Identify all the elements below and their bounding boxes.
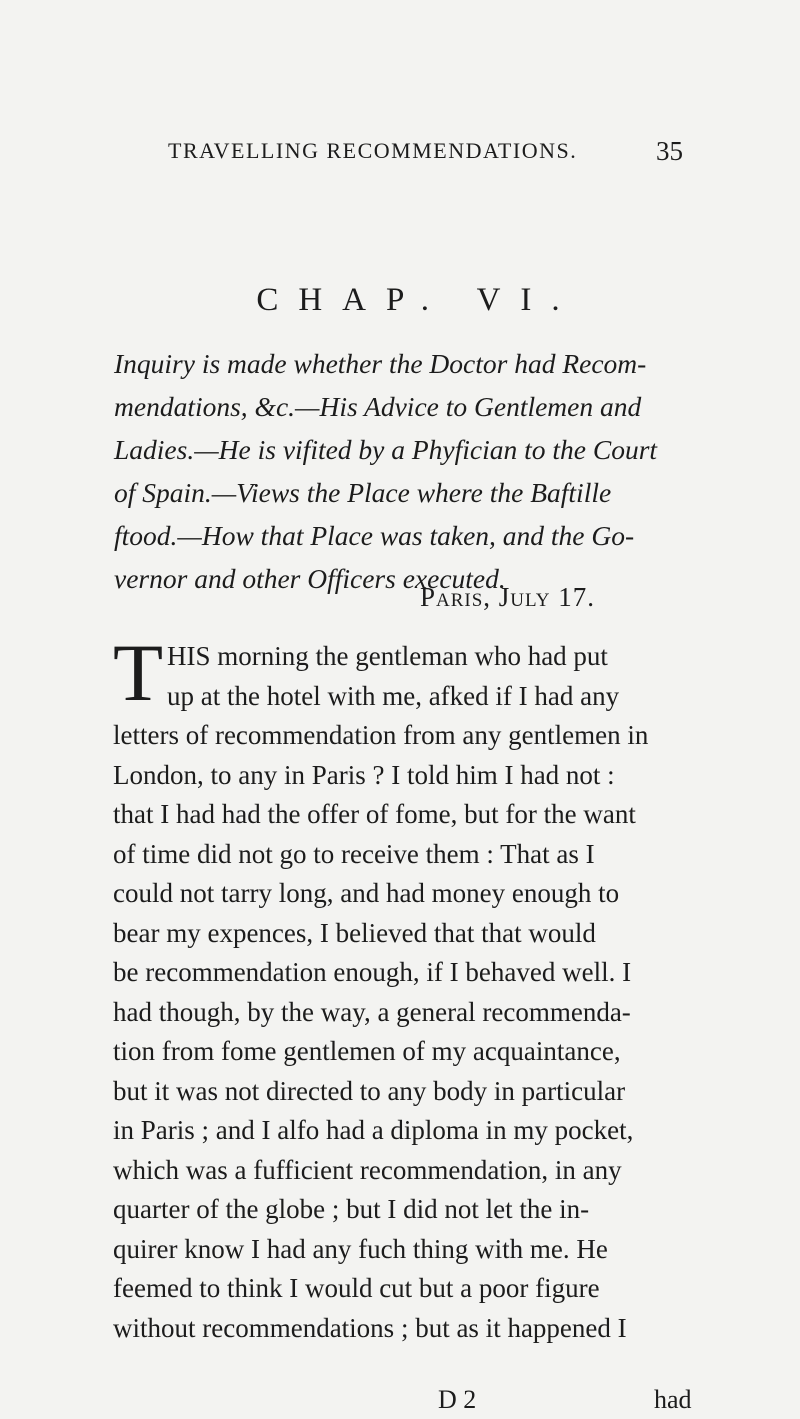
body-line: without recommendations ; but as it happened I — [113, 1312, 627, 1343]
page-number: 35 — [656, 136, 683, 166]
signature-mark: D 2 — [438, 1385, 477, 1414]
body-line: HIS morning the gentleman who had put — [167, 641, 608, 671]
body-line: of time did not go to receive them : That as I — [113, 838, 595, 869]
argument-line: ftood.—How that Place was taken, and the Go- — [114, 520, 635, 551]
argument-line: mendations, &c.—His Advice to Gentlemen and — [114, 391, 642, 422]
body-line: letters of recommendation from any gentlemen in — [113, 720, 649, 750]
chapter-title: CHAP. VI. — [256, 282, 580, 318]
body-line: that I had had the offer of fome, but for the want — [113, 799, 636, 829]
body-line: but it was not directed to any body in particular — [113, 1075, 626, 1106]
catchword: had — [654, 1385, 692, 1414]
argument-line: Inquiry is made whether the Doctor had Recom- — [114, 348, 647, 379]
body-line: up at the hotel with me, afked if I had any — [167, 680, 620, 711]
body-line: in Paris ; and I alfo had a diploma in my pocket, — [113, 1115, 634, 1145]
argument-line: Ladies.—He is vifited by a Phyfician to the Court — [114, 434, 658, 465]
chapter-argument — [114, 342, 714, 600]
running-head: TRAVELLING RECOMMENDATIONS. — [168, 138, 578, 163]
body-line: quirer know I had any fuch thing with me. He — [113, 1233, 608, 1264]
body-line: quarter of the globe ; but I did not let the in- — [113, 1194, 590, 1224]
argument-line: of Spain.—Views the Place where the Baftille — [114, 477, 612, 508]
dateline: Paris, July 17. — [420, 582, 595, 612]
body-text — [113, 716, 713, 1348]
body-line: be recommendation enough, if I behaved well. I — [113, 957, 632, 987]
body-line: could not tarry long, and had money enough to — [113, 878, 620, 908]
body-line: feemed to think I would cut but a poor figure — [113, 1273, 600, 1303]
body-line: which was a fufficient recommendation, in any — [113, 1154, 622, 1185]
body-line: London, to any in Paris ? I told him I had not : — [113, 759, 615, 790]
opening-lines — [167, 637, 619, 716]
body-line: bear my expences, I believed that that would — [113, 917, 596, 948]
body-line: tion from fome gentlemen of my acquaintance, — [113, 1036, 621, 1066]
body-line: had though, by the way, a general recommenda- — [113, 996, 631, 1027]
argument-line: vernor and other Officers executed. — [114, 563, 506, 594]
drop-cap: T — [113, 627, 164, 718]
